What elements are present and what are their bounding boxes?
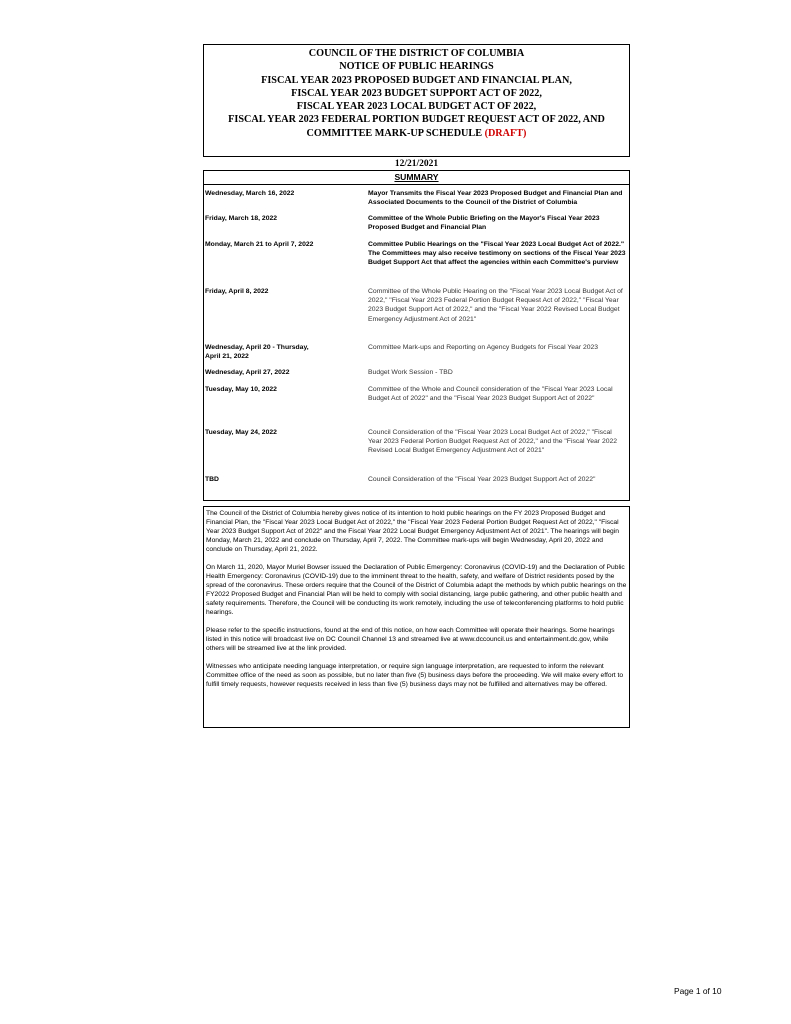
summary-row-date: Friday, March 18, 2022 (205, 215, 278, 222)
summary-row-description: Committee Public Hearings on the "Fiscal Year 2023 Local Budget Act of 2022." The Committees may also receive testimony on sections of the Fiscal Year 2023 Budget Support Act that affect the agencies within each Committee's purview (368, 241, 626, 267)
summary-row-description: Mayor Transmits the Fiscal Year 2023 Proposed Budget and Financial Plan and Associated Documents to the Council of the District of Columbia (368, 190, 623, 207)
header-last-line (204, 127, 629, 140)
document-date: 12/21/2021 (394, 159, 439, 169)
summary-row-date: Monday, March 21 to April 7, 2022 (205, 241, 314, 248)
summary-row-date: TBD (205, 476, 219, 483)
summary-row-description: Committee of the Whole Public Briefing on the Mayor's Fiscal Year 2023 Proposed Budget and Financial Plan (368, 215, 600, 232)
header-line: NOTICE OF PUBLIC HEARINGS (339, 61, 494, 73)
summary-row-date: Tuesday, May 24, 2022 (205, 429, 277, 436)
summary-row-description: Council Consideration of the "Fiscal Year 2023 Budget Support Act of 2022" (368, 476, 596, 483)
summary-row-date: Wednesday, March 16, 2022 (205, 190, 295, 197)
header-line: FISCAL YEAR 2023 PROPOSED BUDGET AND FINANCIAL PLAN, (261, 74, 572, 86)
summary-divider (204, 184, 629, 185)
summary-row-date: Tuesday, May 10, 2022 (205, 386, 277, 393)
summary-row-description: Committee of the Whole Public Hearing on the "Fiscal Year 2023 Local Budget Act of 2022," "Fiscal Year 2023 Federal Portion Budget Request Act of 2022," "Fiscal Year 2023 Budget Support Act of 2022," and the "Fiscal Year 2022 Revised Local Budget Emergency Adjustment Act of 2021" (368, 288, 623, 323)
notice-paragraph: On March 11, 2020, Mayor Muriel Bowser issued the Declaration of Public Emergency: Coronavirus (COVID-19) and the Declaration of Public Health Emergency: Coronavirus (COVID-19) due to the imminent threat to the health, safety, and welfare of District residents posed by the spread of the coronavirus. These orders require that the Council of the District of Columbia adapt the methods by which public hearings on the FY2022 Proposed Budget and Financial Plan will be held to comply with social distancing, large public gathering, and other public health and safety requirements. Therefore, the Council will be conducting its work remotely, including the use of teleconferencing platforms to hold public hearings. (206, 564, 627, 616)
summary-row-description: Committee Mark-ups and Reporting on Agency Budgets for Fiscal Year 2023 (368, 344, 599, 351)
notice-body (203, 506, 630, 728)
draft-label: (DRAFT) (484, 127, 527, 139)
notice-paragraph: Please refer to the specific instructions, found at the end of this notice, on how each Committee will operate their hearings. Some hearings listed in this notice will broadcast live on DC Council Channel 13 and streamed live at www.dccouncil.us and entertainment.dc.gov, while others will be streamed live at the link provided. (206, 627, 615, 652)
summary-row-description: Council Consideration of the "Fiscal Year 2023 Local Budget Act of 2022," "Fiscal Year 2023 Federal Portion Budget Request Act of 2022," and the "Fiscal Year 2022 Revised Local Budget Emergency Adjustment Act of 2021" (368, 429, 618, 455)
header-line: FISCAL YEAR 2023 FEDERAL PORTION BUDGET REQUEST ACT OF 2022, AND (228, 114, 605, 126)
summary-row-description: Committee of the Whole and Council consideration of the "Fiscal Year 2023 Local Budget Act of 2022" and the "Fiscal Year 2023 Budget Support Act of 2022" (368, 386, 613, 403)
header-line: FISCAL YEAR 2023 BUDGET SUPPORT ACT OF 2022, (291, 87, 542, 99)
summary-title: SUMMARY (394, 172, 439, 182)
summary-row-description: Budget Work Session - TBD (368, 369, 453, 376)
summary-row-date: Wednesday, April 27, 2022 (205, 369, 290, 376)
summary-table (203, 170, 630, 501)
notice-paragraph: The Council of the District of Columbia hereby gives notice of its intention to hold public hearings on the FY 2023 Proposed Budget and Financial Plan, the "Fiscal Year 2023 Local Budget Act of 2022," the "Fiscal Year 2023 Federal Portion Budget Request Act of 2022," "Fiscal Year 2023 Budget Support Act of 2022" and the Fiscal Year 2022 Local Budget Emergency Adjustment Act of 2021". The hearings will begin Monday, March 21, 2022 and conclude on Thursday, April 7, 2022. The Committee mark-ups will begin Wednesday, April 20, 2022 and conclude on Thursday, April 21, 2022. (206, 510, 619, 553)
header-line: COUNCIL OF THE DISTRICT OF COLUMBIA (308, 48, 525, 59)
summary-row-date: Wednesday, April 20 - Thursday, April 21, 2022 (205, 344, 309, 361)
notice-paragraph: Witnesses who anticipate needing language interpretation, or require sign language interpretation, are requested to inform the relevant Committee office of the need as soon as possible, but no later than five (5) business days before the proceeding. We will make every effort to fulfill timely requests, however requests received in less than five (5) business days may not be fulfilled and alternatives may be offered. (206, 663, 624, 688)
summary-row-date: Friday, April 8, 2022 (205, 288, 269, 295)
header-schedule-label: COMMITTEE MARK-UP SCHEDULE (306, 127, 483, 139)
notice-header (203, 44, 630, 157)
page-number: Page 1 of 10 (674, 986, 722, 996)
header-line: FISCAL YEAR 2023 LOCAL BUDGET ACT OF 2022, (296, 101, 537, 113)
